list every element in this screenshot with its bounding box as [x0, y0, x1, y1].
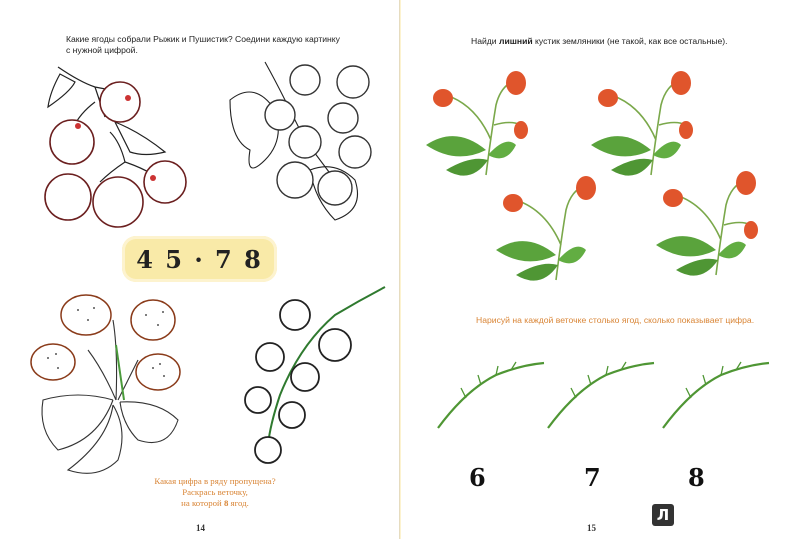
twig-1: [436, 360, 546, 430]
right-instruction-suffix: кустик земляники (не такой, как все остальные).: [532, 36, 728, 46]
number-sequence: 4 5 · 7 8: [136, 245, 263, 274]
right-instruction-bold: лишний: [499, 36, 533, 46]
draw-instruction: Нарисуй на каждой веточке столько ягод, сколько показывает цифра.: [476, 315, 755, 325]
strawberry-bush-3: [496, 170, 606, 295]
question-line-1: Какая цифра в ряду пропущена?: [154, 476, 276, 486]
blackcurrant-outline: [240, 285, 390, 465]
twig-number-6: 6: [469, 463, 486, 492]
publisher-logo-icon: Л: [652, 504, 674, 526]
left-question: [140, 476, 290, 509]
gooseberries-outline: [225, 60, 385, 230]
right-instruction-prefix: Найди: [471, 36, 499, 46]
right-instruction: [471, 36, 791, 47]
cherries-outline: [40, 62, 200, 232]
question-line-3: [140, 498, 290, 509]
right-page-number: 15: [587, 523, 596, 533]
left-instruction: Какие ягоды собрали Рыжик и Пушистик? Соедини каждую картинку с нужной цифрой.: [66, 34, 340, 55]
question-line-3-number: 8: [223, 498, 229, 508]
twig-number-7: 7: [584, 463, 601, 492]
twig-number-8: 8: [688, 463, 705, 492]
twig-2: [546, 360, 656, 430]
strawberry-plant-outline: [28, 290, 188, 480]
strawberry-bush-4: [656, 165, 766, 290]
left-page-number: 14: [196, 523, 205, 533]
question-line-3-suffix: ягод.: [228, 498, 249, 508]
twig-3: [661, 360, 771, 430]
question-line-3-prefix: на которой: [181, 498, 224, 508]
question-line-2: Раскрась веточку,: [182, 487, 248, 497]
number-sequence-panel: [122, 236, 277, 282]
right-page: [401, 0, 800, 539]
